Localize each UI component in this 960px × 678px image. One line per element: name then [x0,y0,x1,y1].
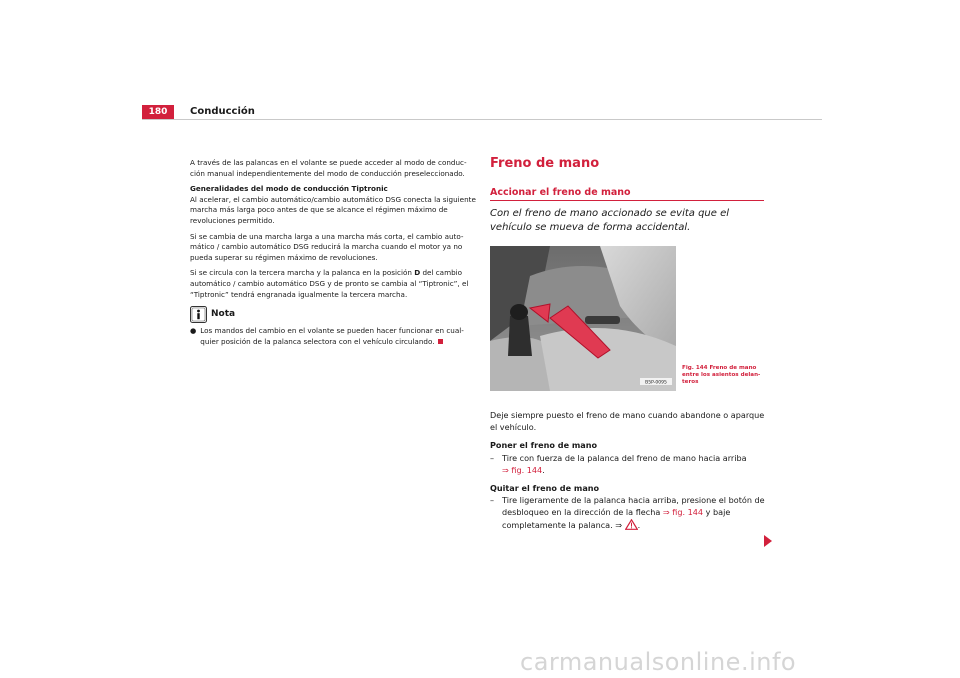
text-fragment: Tire con fuerza de la palanca del freno de mano hacia arriba [502,452,747,463]
dash: – [490,452,495,463]
note-info-icon [190,306,207,323]
paragraph-third-gear [190,268,480,300]
watermark: carmanualsonline.info [520,648,797,676]
left-column [190,158,480,347]
dash: – [490,495,495,506]
step-release [490,494,772,531]
note-text-body: Los mandos del cambio en el volante se pueden hacer funcionar en cual-quier posición de la palanca selectora con el vehículo circulando. [200,326,464,346]
step-release-text [502,494,772,531]
gear-d-label: D [414,268,421,278]
step-apply [490,452,772,476]
note-text [200,326,480,347]
step-apply-text [502,452,747,476]
right-body [490,409,772,531]
text-fragment: y baje completamente la palanca. ⇒ [502,507,731,530]
warning-triangle-icon[interactable] [625,519,638,530]
text-fragment: Tire ligeramente de la palanca hacia arriba, presione el botón de desbloqueo en la dirección de la flecha [502,495,765,518]
text-fragment: Si se circula con la tercera marcha y la palanca en la posición [190,268,415,278]
section-title: Freno de mano [490,156,600,171]
heading-apply: Poner el freno de mano [490,440,598,451]
header-rule [142,119,822,120]
text-fragment: del cambio automático / cambio automático DSG y de pronto se cambia al “Tiptronic”, el “Tiptronic” tendrá engranada igualmente la tercera marcha. [190,268,469,299]
next-page-arrow-icon[interactable] [764,535,772,547]
handbrake-photo [490,246,676,391]
subsection-intro: Con el freno de mano accionado se evita que el vehículo se mueva de forma accidental. [490,208,730,233]
paragraph-accelerate: Al acelerar, el cambio automático/cambio automático DSG conecta la siguiente marcha más larga poco antes de que se alcance el régimen máximo de revoluciones permitido. [190,194,476,225]
chapter-title: Conducción [190,106,255,117]
end-mark-icon [438,339,443,344]
text-fragment: . [637,519,641,530]
paragraph-downshift: Si se cambia de una marcha larga a una marcha más corta, el cambio auto-mático / cambio automático DSG reducirá la marcha cuando el motor ya no pueda superar su régimen máximo de revoluciones. [190,231,464,262]
bullet-icon: ● [190,326,197,336]
page-number: 180 [142,105,174,119]
heading-release: Quitar el freno de mano [490,483,600,494]
note-item [190,326,480,347]
subsection-title: Accionar el freno de mano [490,187,631,198]
paragraph-intro: A través de las palancas en el volante se puede acceder al modo de conduc-ción manual independientemente del modo de conducción preseleccionado. [190,158,467,178]
paragraph-park: Deje siempre puesto el freno de mano cuando abandone o aparque el vehículo. [490,410,765,433]
figure-link[interactable]: ⇒ fig. 144 [662,507,704,518]
subsection-rule [490,200,764,201]
note-label: Nota [211,309,236,320]
photo-code: B5P-0095 [645,380,667,386]
text-fragment: . [542,464,545,475]
heading-tiptronic: Generalidades del modo de conducción Tiptronic [190,184,388,194]
figure-link[interactable]: ⇒ fig. 144 [502,464,543,475]
note-header [190,306,480,323]
figure-caption: Fig. 144 Freno de mano entre los asientos delan-teros [682,365,761,385]
